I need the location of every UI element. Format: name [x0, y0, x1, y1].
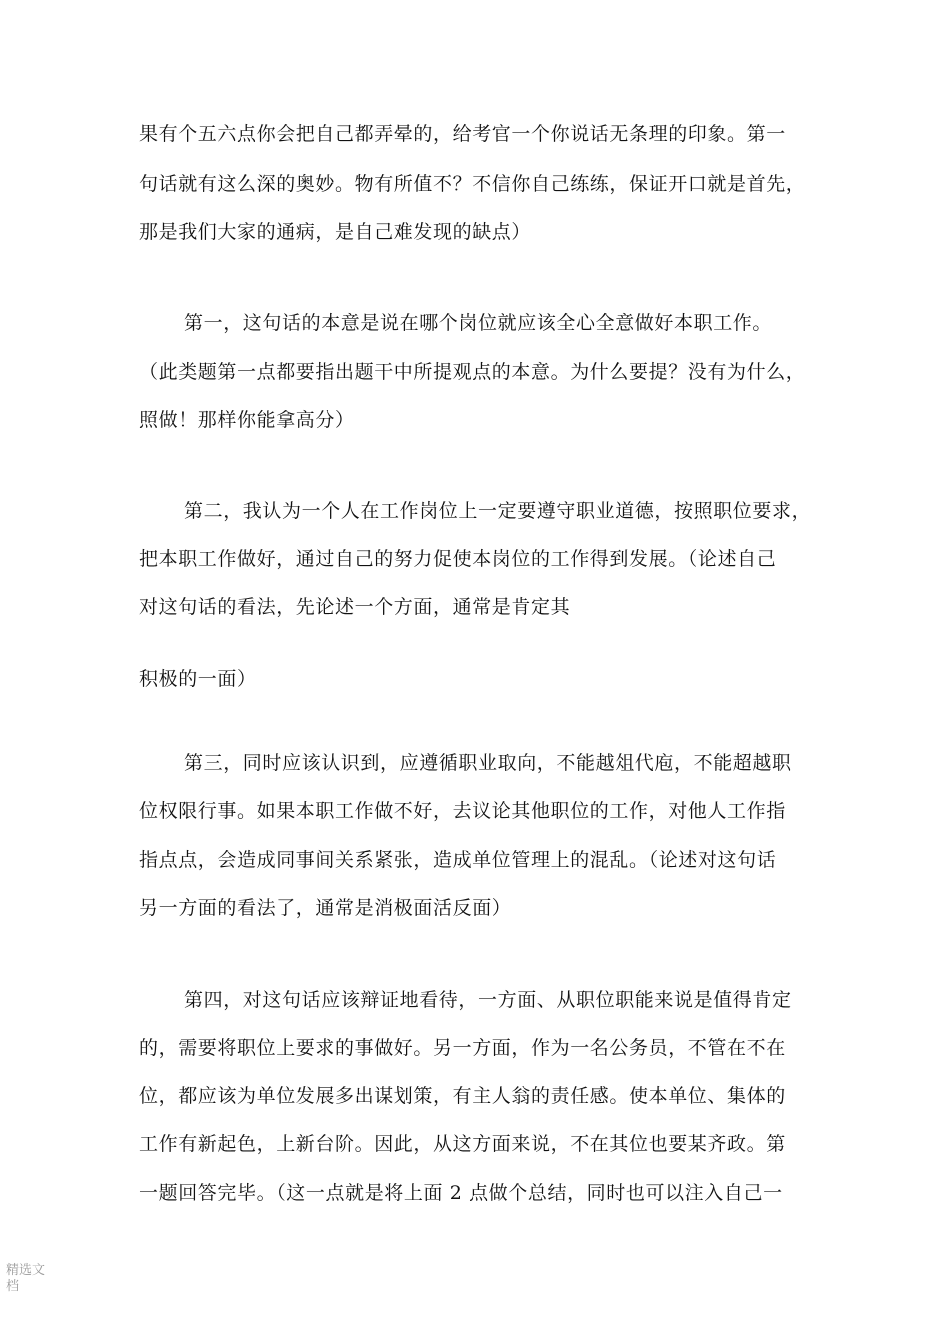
text-line: 照做！那样你能拿高分）	[139, 409, 355, 431]
text-line: 积极的一面）	[139, 668, 257, 690]
paragraph-first-line: 第一，这句话的本意是说在哪个岗位就应该全心全意做好本职工作。	[184, 312, 773, 334]
text-line: 位，都应该为单位发展多出谋划策，有主人翁的责任感。使本单位、集体的	[139, 1085, 786, 1107]
text-line: 位权限行事。如果本职工作做不好，去议论其他职位的工作，对他人工作指	[139, 800, 786, 822]
text-line: 工作有新起色，上新台阶。因此，从这方面来说，不在其位也要某齐政。第	[139, 1133, 786, 1155]
text-line: 把本职工作做好，通过自己的努力促使本岗位的工作得到发展。（论述自己	[139, 548, 777, 570]
text-line: 另一方面的看法了，通常是消极面活反面）	[139, 897, 512, 919]
paragraph-first-line: 第二，我认为一个人在工作岗位上一定要遵守职业道德，按照职位要求，	[184, 500, 812, 522]
text-line: 果有个五六点你会把自己都弄晕的，给考官一个你说话无条理的印象。第一	[139, 123, 786, 145]
text-line: 指点点，会造成同事间关系紧张，造成单位管理上的混乱。（论述对这句话	[139, 849, 777, 871]
text-line: 一题回答完毕。（这一点就是将上面 2 点做个总结，同时也可以注入自己一	[139, 1182, 783, 1204]
text-line: 对这句话的看法，先论述一个方面，通常是肯定其	[139, 596, 571, 618]
text-line: 句话就有这么深的奥妙。物有所值不？不信你自己练练，保证开口就是首先，	[139, 173, 806, 195]
footer-watermark: 精选文档	[6, 1263, 46, 1294]
text-line: 的，需要将职位上要求的事做好。另一方面，作为一名公务员，不管在不在	[139, 1037, 786, 1059]
paragraph-first-line: 第四，对这句话应该辩证地看待，一方面、从职位职能来说是值得肯定	[184, 989, 792, 1011]
paragraph-first-line: 第三，同时应该认识到，应遵循职业取向，不能越俎代庖，不能超越职	[184, 752, 792, 774]
text-line: （此类题第一点都要指出题干中所提观点的本意。为什么要提？没有为什么，	[139, 361, 806, 383]
text-line: 那是我们大家的通病，是自己难发现的缺点）	[139, 221, 532, 243]
